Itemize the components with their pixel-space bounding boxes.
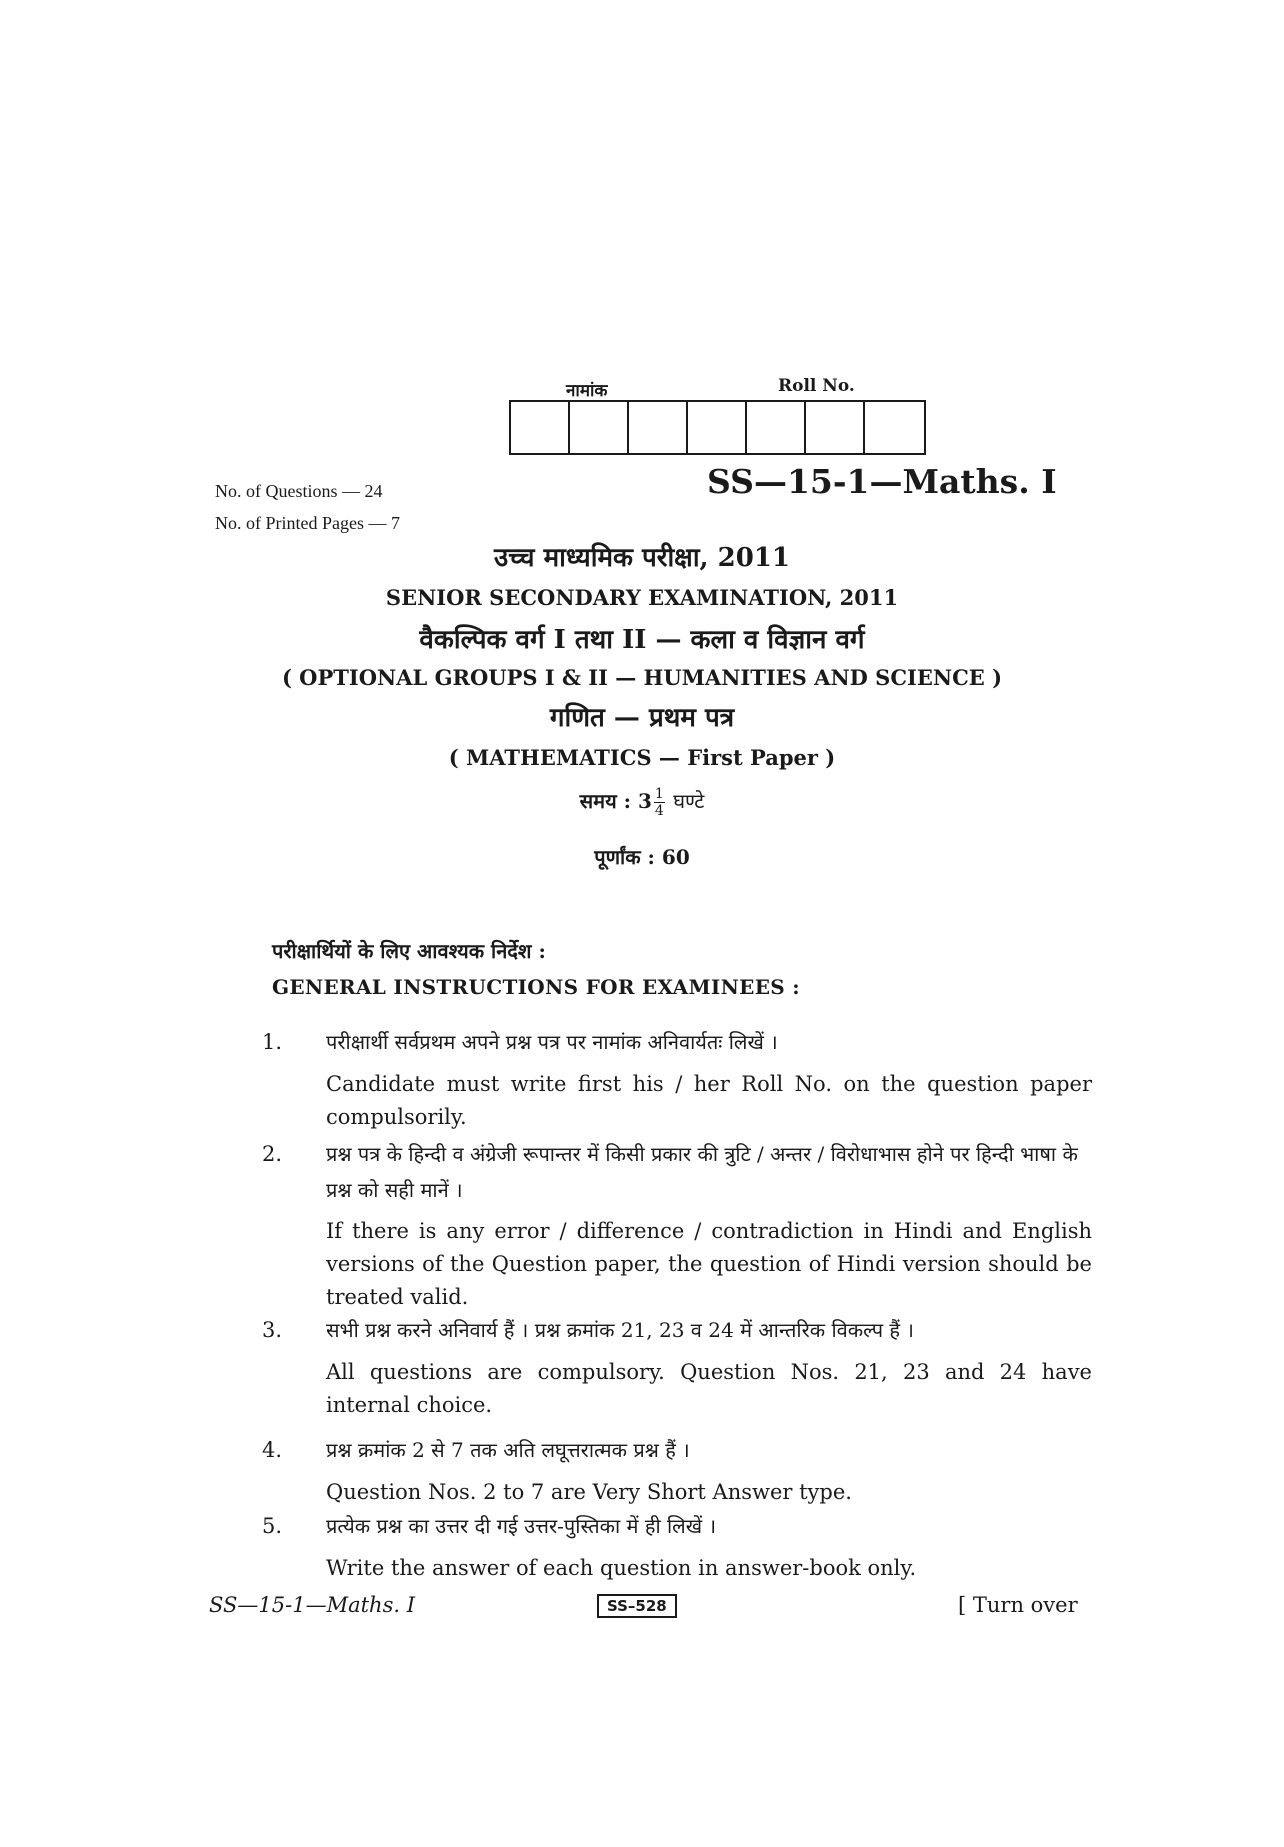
- roll-cell: [570, 402, 629, 453]
- instruction-hindi: सभी प्रश्न करने अनिवार्य हैं । प्रश्न क्रमांक 21, 23 व 24 में आन्तरिक विकल्प हैं ।: [326, 1318, 914, 1342]
- instructions-heading-english: GENERAL INSTRUCTIONS FOR EXAMINEES :: [272, 975, 800, 999]
- time-fraction: [654, 786, 665, 819]
- instructions-heading-hindi: परीक्षार्थियों के लिए आवश्यक निर्देश :: [272, 939, 546, 963]
- instruction-english: Question Nos. 2 to 7 are Very Short Answer type.: [326, 1480, 852, 1504]
- group-title-english: ( OPTIONAL GROUPS I & II — HUMANITIES AND SCIENCE ): [281, 665, 1003, 690]
- instruction-number: 4.: [262, 1438, 283, 1462]
- instruction-hindi: परीक्षार्थी सर्वप्रथम अपने प्रश्न पत्र पर नामांक अनिवार्यतः लिखें ।: [326, 1030, 778, 1054]
- paper-code: SS—15-1—Maths. I: [707, 462, 1057, 501]
- fraction-numerator: 1: [654, 786, 664, 802]
- roll-cell: [688, 402, 747, 453]
- instruction-hindi: प्रश्न पत्र के हिन्दी व अंग्रेजी रूपान्तर में किसी प्रकार की त्रुटि / अन्तर / विरोधाभास होने पर हिन्दी भाषा के प्रश्न को सही मानें ।: [326, 1142, 1078, 1202]
- roll-number-grid: [509, 400, 926, 455]
- instruction-number: 5.: [262, 1514, 283, 1538]
- instructions-list: [262, 1030, 1092, 1590]
- fraction-denominator: 4: [654, 803, 664, 819]
- roll-cell: [806, 402, 865, 453]
- instruction-hindi: प्रत्येक प्रश्न का उत्तर दी गई उत्तर-पुस्तिका में ही लिखें ।: [326, 1514, 717, 1538]
- number-of-questions: No. of Questions — 24: [215, 481, 383, 501]
- subject-title-english: ( MATHEMATICS — First Paper ): [448, 745, 836, 770]
- roll-label-hindi: नामांक: [566, 381, 608, 401]
- time-label: समय : 3: [579, 789, 652, 813]
- instruction-english: Candidate must write first his / her Roll No. on the question paper compulsorily.: [326, 1072, 1092, 1129]
- time-unit: घण्टे: [673, 789, 705, 813]
- instruction-english: If there is any error / difference / contradiction in Hindi and English versions of the Question paper, the question of Hindi version should be treated valid.: [326, 1219, 1092, 1309]
- exam-title-hindi: उच्च माध्यमिक परीक्षा, 2011: [493, 543, 791, 573]
- number-of-pages: No. of Printed Pages — 7: [215, 513, 400, 533]
- max-marks: पूर्णांक : 60: [594, 845, 690, 869]
- footer-series-code: SS–528: [597, 1594, 677, 1618]
- instruction-english: Write the answer of each question in answer-book only.: [326, 1556, 917, 1580]
- instruction-hindi: प्रश्न क्रमांक 2 से 7 तक अति लघूत्तरात्मक प्रश्न हैं ।: [326, 1438, 690, 1462]
- instruction-number: 2.: [262, 1142, 283, 1166]
- instruction-number: 3.: [262, 1318, 283, 1342]
- exam-title-english: SENIOR SECONDARY EXAMINATION, 2011: [385, 585, 899, 610]
- footer-paper-code: SS—15-1—Maths. I: [209, 1593, 415, 1617]
- roll-cell: [629, 402, 688, 453]
- roll-cell: [865, 402, 924, 453]
- turn-over-label: [ Turn over: [958, 1593, 1078, 1617]
- time-allowed: [0, 786, 1284, 819]
- instruction-english: All questions are compulsory. Question Nos. 21, 23 and 24 have internal choice.: [326, 1360, 1092, 1417]
- group-title-hindi: वैकल्पिक वर्ग I तथा II — कला व विज्ञान वर्ग: [419, 625, 865, 655]
- roll-cell: [511, 402, 570, 453]
- roll-label-english: Roll No.: [778, 376, 855, 396]
- subject-title-hindi: गणित — प्रथम पत्र: [549, 703, 735, 733]
- roll-cell: [747, 402, 806, 453]
- instruction-number: 1.: [262, 1030, 283, 1054]
